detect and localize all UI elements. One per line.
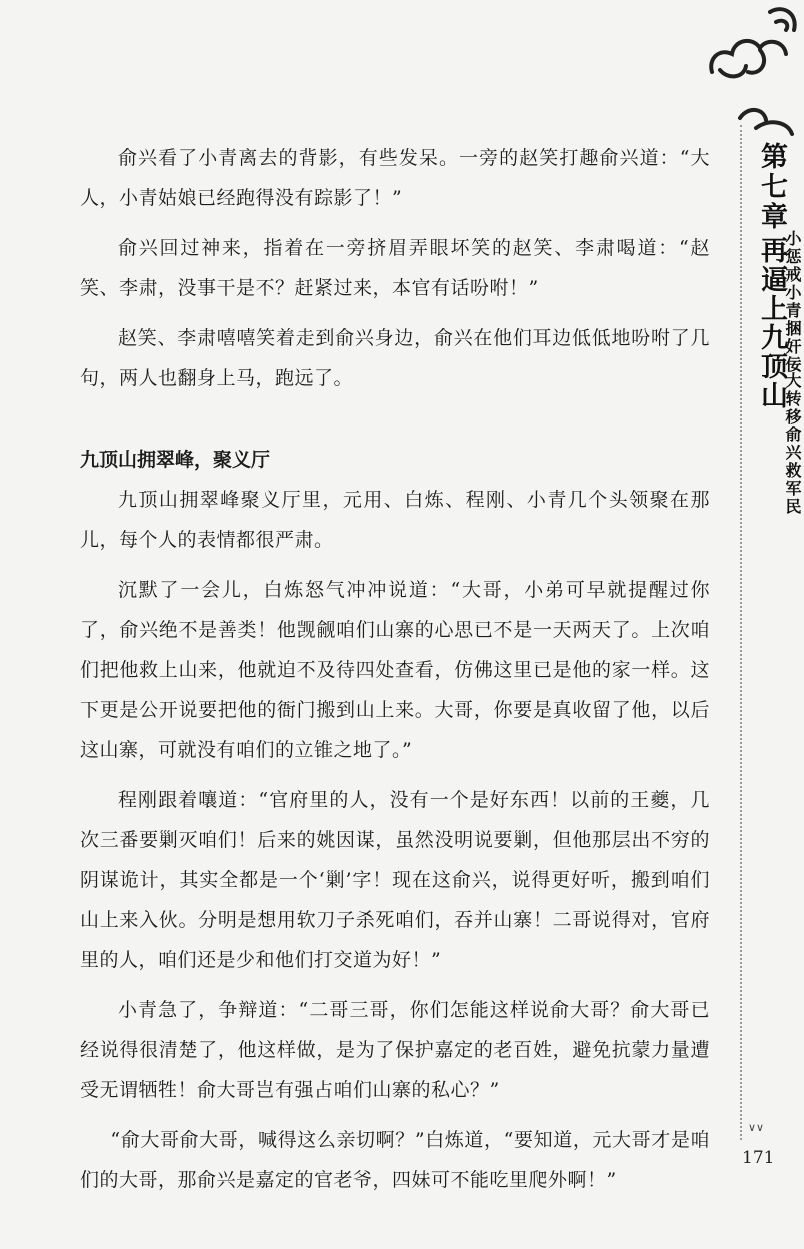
page-number: 171	[742, 1148, 775, 1168]
chapter-title: 第七章	[756, 142, 787, 232]
cloud-ornament-icon	[700, 0, 800, 135]
section-heading: 九顶山拥翠峰，聚义厅	[80, 449, 271, 471]
chapter-subheading-a: 小惩戒小青捆奸佞	[783, 230, 802, 374]
paragraph: 九顶山拥翠峰聚义厅里，元用、白炼、程刚、小青几个头领聚在那儿，每个人的表情都很严肃。	[80, 489, 710, 551]
paragraph: “俞大哥俞大哥，喊得这么亲切啊？”白炼道，“要知道，元大哥才是咱们的大哥，那俞兴是嘉定的官老爷，四妹可不能吃里爬外啊！”	[80, 1129, 710, 1191]
paragraph: 俞兴回过神来，指着在一旁挤眉弄眼坏笑的赵笑、李肃喝道：“赵笑、李肃，没事干是不？赶紧过来，本官有话吩咐！”	[80, 237, 710, 299]
chevron-down-icon: ∨∨	[748, 1121, 765, 1134]
paragraph: 程刚跟着嚷道：“官府里的人，没有一个是好东西！以前的王夔，几次三番要剿灭咱们！后来的姚因谋，虽然没明说要剿，但他那层出不穷的阴谋诡计，其实全都是一个‘剿’字！现在这俞兴，说得更好听，搬到咱们山上来入伙。分明是想用软刀子杀死咱们，吞并山寨！二哥说得对，官府里的人，咱们还是少和他们打交道为好！”	[80, 789, 710, 971]
sidebar-divider	[740, 125, 744, 1140]
chapter-subtitle: 再逼上九顶山	[756, 236, 787, 410]
paragraph: 赵笑、李肃嘻嘻笑着走到俞兴身边，俞兴在他们耳边低低地吩咐了几句，两人也翻身上马，跑远了。	[80, 327, 710, 389]
main-text	[80, 138, 710, 1210]
chapter-subheading-b: 大转移俞兴救军民	[783, 372, 802, 516]
paragraph: 沉默了一会儿，白炼怒气冲冲说道：“大哥，小弟可早就提醒过你了，俞兴绝不是善类！他觊觎咱们山寨的心思已不是一天两天了。上次咱们把他救上山来，他就迫不及待四处查看，仿佛这里已是他的家一样。这下更是公开说要把他的衙门搬到山上来。大哥，你要是真收留了他，以后这山寨，可就没有咱们的立锥之地了。”	[80, 579, 710, 761]
paragraph: 俞兴看了小青离去的背影，有些发呆。一旁的赵笑打趣俞兴道：“大人，小青姑娘已经跑得没有踪影了！”	[80, 147, 710, 209]
paragraph: 小青急了，争辩道：“二哥三哥，你们怎能这样说俞大哥？俞大哥已经说得很清楚了，他这样做，是为了保护嘉定的老百姓，避免抗蒙力量遭受无谓牺牲！俞大哥岂有强占咱们山寨的私心？”	[80, 999, 710, 1101]
